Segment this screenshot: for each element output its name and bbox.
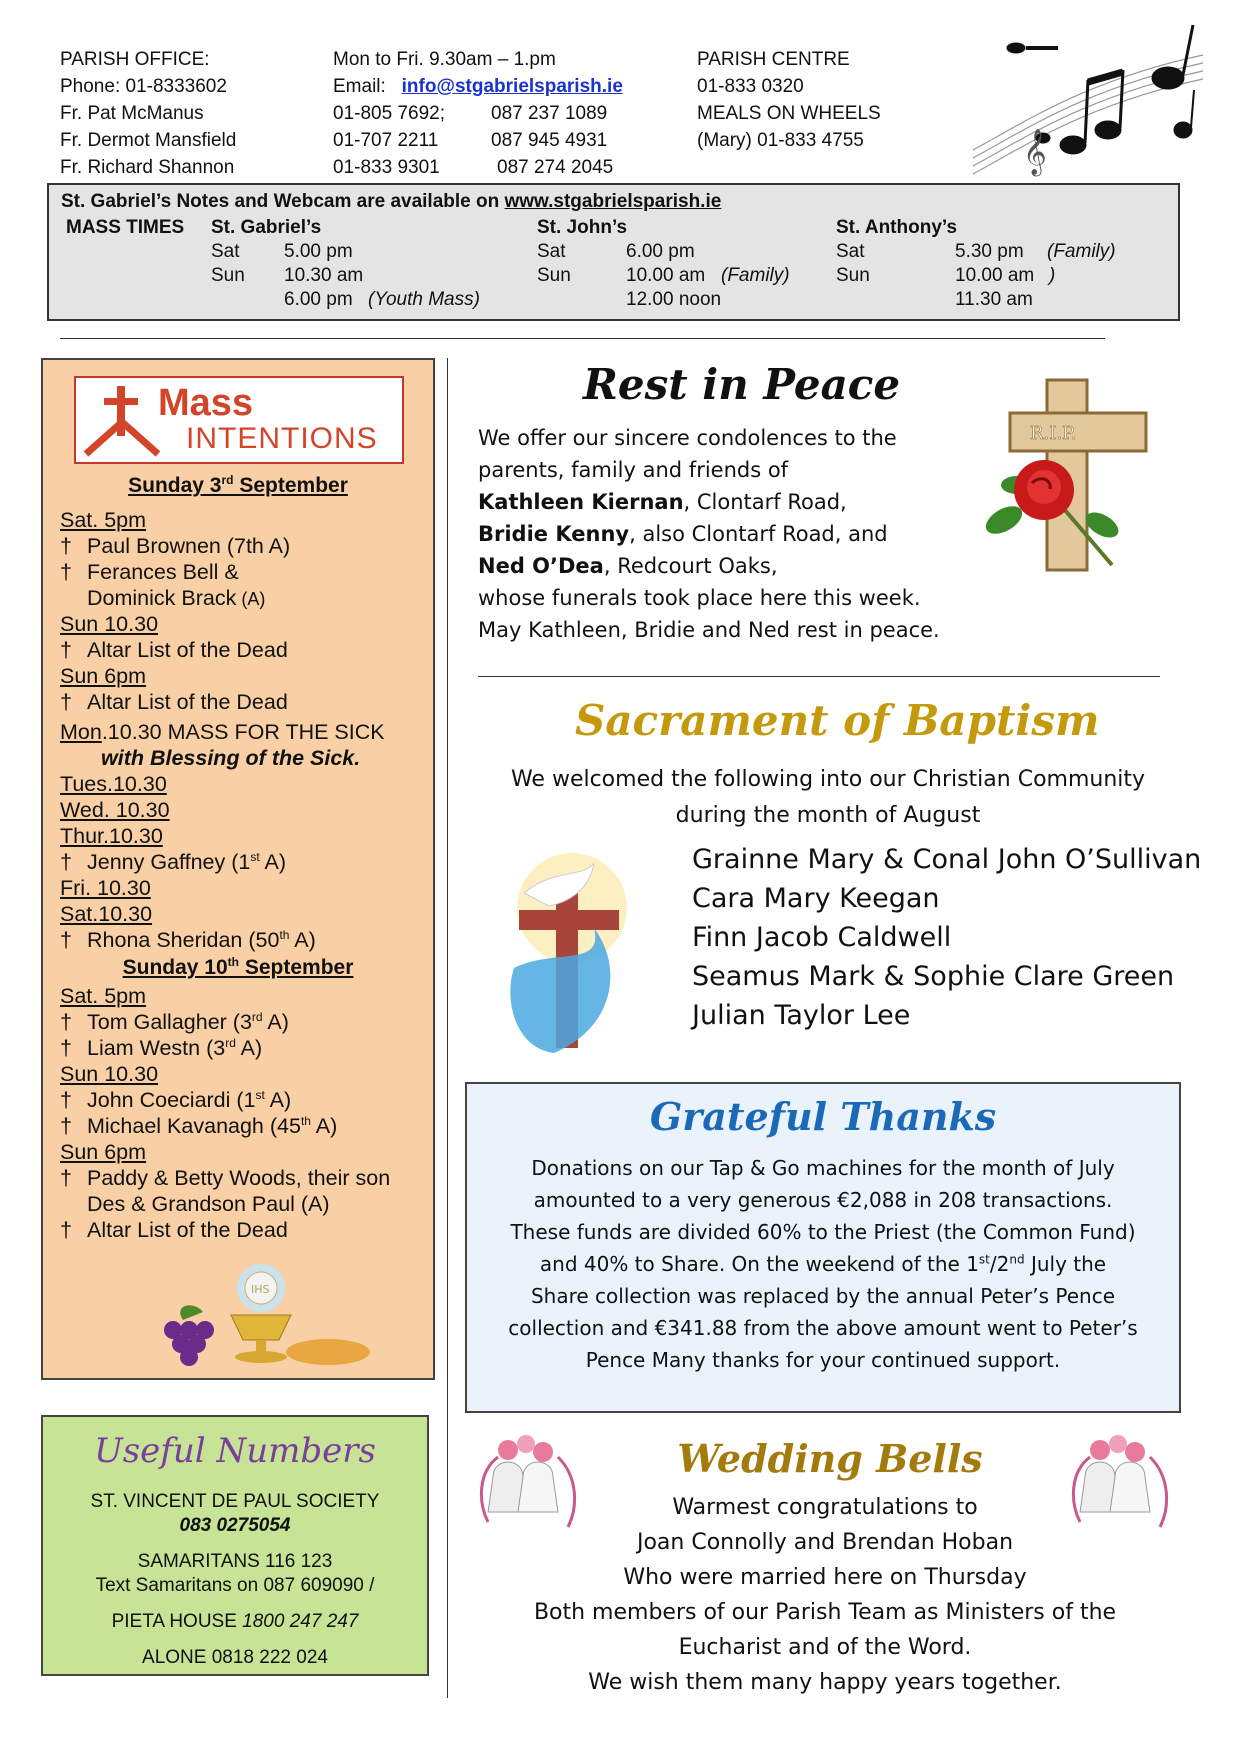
mass-time: 6.00 pm bbox=[284, 289, 353, 310]
wedding-line: We wish them many happy years together. bbox=[588, 1670, 1062, 1695]
rip-line: Kathleen Kiernan, Clontarf Road, bbox=[478, 490, 847, 514]
intention-entry: Dominick Brack (A) bbox=[87, 586, 266, 610]
intention-time: Sun 6pm bbox=[60, 1140, 147, 1164]
header-divider bbox=[60, 338, 1105, 339]
mass-time: 11.30 am bbox=[955, 289, 1033, 310]
mass-day: Sat bbox=[211, 241, 240, 262]
intention-time: Sun 10.30 bbox=[60, 612, 159, 636]
office-line: Fr. Dermot Mansfield bbox=[60, 130, 237, 151]
dove-cross-water-icon bbox=[494, 848, 674, 1062]
thanks-line: Pence Many thanks for your continued support. bbox=[585, 1348, 1061, 1372]
intention-time: Sat. 5pm bbox=[60, 508, 147, 532]
church-name-st-gabriels: St. Gabriel’s bbox=[211, 217, 322, 238]
rip-divider bbox=[478, 676, 1160, 677]
mass-times-box bbox=[47, 183, 1180, 321]
wedding-body bbox=[470, 1490, 1180, 1700]
phone-number: 01-805 7692; bbox=[333, 103, 445, 124]
mass-time: 10.00 am bbox=[626, 265, 706, 286]
intention-entry: † Altar List of the Dead bbox=[60, 638, 288, 662]
mobile-number: 087 237 1089 bbox=[491, 103, 608, 124]
wedding-line: Eucharist and of the Word. bbox=[678, 1635, 972, 1660]
intention-entry: Des & Grandson Paul (A) bbox=[87, 1192, 330, 1216]
intention-entry: † Ferances Bell & bbox=[60, 560, 239, 584]
baptism-name: Julian Taylor Lee bbox=[692, 1000, 911, 1031]
baptism-intro-line: during the month of August bbox=[675, 803, 981, 828]
email-link[interactable]: info@stgabrielsparish.ie bbox=[401, 76, 623, 97]
notes-webcam-line bbox=[61, 191, 721, 213]
thanks-line: and 40% to Share. On the weekend of the 1st/2nd July the bbox=[539, 1252, 1107, 1276]
useful-numbers-panel bbox=[41, 1415, 429, 1676]
intention-entry: † Paul Brownen (7th A) bbox=[60, 534, 291, 558]
centre-line: PARISH CENTRE bbox=[697, 49, 850, 70]
thanks-body bbox=[467, 1152, 1179, 1376]
sunday-3-heading: Sunday 3rd September bbox=[128, 473, 348, 497]
rip-line: parents, family and friends of bbox=[478, 458, 789, 482]
baptism-name: Seamus Mark & Sophie Clare Green bbox=[692, 961, 1175, 992]
alone-number: ALONE 0818 222 024 bbox=[142, 1647, 328, 1668]
svdp-number: 083 0275054 bbox=[179, 1515, 291, 1536]
mass-note: ) bbox=[1049, 265, 1056, 286]
rip-cross-label: R.I.P. bbox=[1030, 423, 1077, 444]
office-line: PARISH OFFICE: bbox=[60, 49, 210, 70]
rip-line: May Kathleen, Bridie and Ned rest in peace. bbox=[478, 618, 940, 642]
wedding-bells-title: Wedding Bells bbox=[677, 1436, 983, 1481]
mass-intentions-logo bbox=[74, 376, 404, 464]
thanks-line: These funds are divided 60% to the Priest (the Common Fund) bbox=[510, 1220, 1136, 1244]
intention-entry: † Rhona Sheridan (50th A) bbox=[60, 927, 316, 952]
church-name-st-johns: St. John’s bbox=[537, 217, 628, 238]
rip-cross-rose-icon bbox=[982, 375, 1172, 575]
parish-centre-block bbox=[697, 46, 881, 154]
grateful-thanks-title: Grateful Thanks bbox=[649, 1094, 997, 1139]
office-line: Fr. Pat McManus bbox=[60, 103, 204, 124]
logo-intentions-text: INTENTIONS bbox=[186, 422, 378, 455]
phone-number: 01-833 9301 bbox=[333, 157, 440, 178]
centre-line: 01-833 0320 bbox=[697, 76, 804, 97]
phones-col-b bbox=[491, 100, 613, 181]
rip-body bbox=[478, 422, 978, 646]
phone-number: 01-707 2211 bbox=[333, 130, 439, 151]
intention-entry: † Paddy & Betty Woods, their son bbox=[60, 1166, 391, 1190]
mass-day: Sat bbox=[537, 241, 566, 262]
contact-block bbox=[333, 46, 623, 100]
rip-line: Ned O’Dea, Redcourt Oaks, bbox=[478, 554, 778, 578]
baptism-name: Finn Jacob Caldwell bbox=[692, 922, 952, 953]
intention-time: Sat.10.30 bbox=[60, 902, 153, 926]
wedding-line: Who were married here on Thursday bbox=[623, 1565, 1027, 1590]
phones-col-a bbox=[333, 100, 445, 181]
grateful-thanks-panel bbox=[465, 1082, 1181, 1413]
column-divider bbox=[447, 358, 448, 1698]
intention-time: Sun 10.30 bbox=[60, 1062, 159, 1086]
intention-entry: † Altar List of the Dead bbox=[60, 1218, 288, 1242]
blessing-of-sick: with Blessing of the Sick. bbox=[101, 746, 361, 770]
rip-line: We offer our sincere condolences to the bbox=[478, 426, 897, 450]
mass-time: 5.30 pm bbox=[955, 241, 1024, 262]
parish-office-block bbox=[60, 46, 236, 181]
music-notes-icon bbox=[968, 20, 1208, 180]
intention-entry: † Liam Westn (3rd A) bbox=[60, 1035, 263, 1060]
mass-time: 5.00 pm bbox=[284, 241, 353, 262]
mass-intentions-panel bbox=[41, 358, 435, 1380]
intention-time: Wed. 10.30 bbox=[60, 798, 170, 822]
intention-entry: † Michael Kavanagh (45th A) bbox=[60, 1113, 338, 1138]
intention-entry: † John Coeciardi (1st A) bbox=[60, 1087, 292, 1112]
mass-note: (Family) bbox=[1047, 241, 1116, 262]
intention-entry: † Tom Gallagher (3rd A) bbox=[60, 1009, 289, 1034]
baptism-title: Sacrament of Baptism bbox=[575, 696, 1100, 745]
mass-time: 10.30 am bbox=[284, 265, 364, 286]
email-label: Email: bbox=[333, 76, 386, 97]
intention-entry: † Jenny Gaffney (1st A) bbox=[60, 849, 286, 874]
baptism-intro bbox=[478, 762, 1178, 834]
baptism-intro-line: We welcomed the following into our Christian Community bbox=[510, 767, 1146, 792]
wedding-line: Joan Connolly and Brendan Hoban bbox=[636, 1530, 1014, 1555]
logo-mass-text: Mass bbox=[158, 382, 254, 424]
intention-time: Sun 6pm bbox=[60, 664, 147, 688]
church-name-st-anthonys: St. Anthony’s bbox=[836, 217, 958, 238]
samaritans-text: Text Samaritans on 087 609090 / bbox=[95, 1575, 375, 1596]
intention-entry: † Altar List of the Dead bbox=[60, 690, 288, 714]
svdp-label: ST. VINCENT DE PAUL SOCIETY bbox=[90, 1491, 380, 1512]
mass-time: 6.00 pm bbox=[626, 241, 695, 262]
mass-note: (Youth Mass) bbox=[368, 289, 480, 310]
host-label: IHS bbox=[251, 1283, 270, 1296]
centre-line: (Mary) 01-833 4755 bbox=[697, 130, 864, 151]
rip-line: whose funerals took place here this week. bbox=[478, 586, 921, 610]
office-hours: Mon to Fri. 9.30am – 1.pm bbox=[333, 49, 556, 70]
svg-text:𝄞: 𝄞 bbox=[1023, 129, 1047, 175]
pieta-house: PIETA HOUSE 1800 247 247 bbox=[111, 1611, 359, 1632]
rest-in-peace-title: Rest in Peace bbox=[583, 360, 901, 409]
rip-line: Bridie Kenny, also Clontarf Road, and bbox=[478, 522, 888, 546]
mass-time: 12.00 noon bbox=[626, 289, 722, 310]
intention-time: Fri. 10.30 bbox=[60, 876, 151, 900]
mobile-number: 087 274 2045 bbox=[497, 157, 614, 178]
useful-numbers-title: Useful Numbers bbox=[94, 1431, 376, 1471]
thanks-line: Share collection was replaced by the annual Peter’s Pence bbox=[530, 1284, 1116, 1308]
office-line: Phone: 01-8333602 bbox=[60, 76, 227, 97]
mass-times-label: MASS TIMES bbox=[66, 217, 185, 238]
website-link[interactable]: www.stgabrielsparish.ie bbox=[504, 191, 722, 212]
sunday-10-heading: Sunday 10th September bbox=[122, 955, 354, 979]
intention-time: Thur.10.30 bbox=[60, 824, 163, 848]
mass-day: Sun bbox=[836, 265, 870, 286]
centre-line: MEALS ON WHEELS bbox=[697, 103, 881, 124]
mass-note: (Family) bbox=[721, 265, 790, 286]
mass-day: Sun bbox=[211, 265, 245, 286]
notes-text: St. Gabriel’s Notes and Webcam are available on bbox=[61, 191, 505, 212]
church-cross-icon bbox=[82, 384, 162, 460]
intention-time: Tues.10.30 bbox=[60, 772, 167, 796]
wedding-line: Warmest congratulations to bbox=[672, 1495, 978, 1520]
mass-day: Sun bbox=[537, 265, 571, 286]
wedding-line: Both members of our Parish Team as Ministers of the bbox=[533, 1600, 1117, 1625]
thanks-line: collection and €341.88 from the above amount went to Peter’s bbox=[508, 1316, 1138, 1340]
office-line: Fr. Richard Shannon bbox=[60, 157, 235, 178]
mass-time: 10.00 am bbox=[955, 265, 1035, 286]
intention-time: Sat. 5pm bbox=[60, 984, 147, 1008]
baptism-names bbox=[692, 840, 1201, 1035]
thanks-line: Donations on our Tap & Go machines for the month of July bbox=[531, 1156, 1115, 1180]
mobile-number: 087 945 4931 bbox=[491, 130, 608, 151]
eucharist-bread-wine-icon bbox=[143, 1260, 373, 1370]
thanks-line: amounted to a very generous €2,088 in 208 transactions. bbox=[533, 1188, 1113, 1212]
samaritans-label: SAMARITANS 116 123 bbox=[137, 1551, 333, 1572]
intention-time: Mon.10.30 MASS FOR THE SICK bbox=[60, 720, 385, 744]
mass-day: Sat bbox=[836, 241, 865, 262]
baptism-name: Cara Mary Keegan bbox=[692, 883, 940, 914]
baptism-name: Grainne Mary & Conal John O’Sullivan bbox=[692, 844, 1202, 875]
